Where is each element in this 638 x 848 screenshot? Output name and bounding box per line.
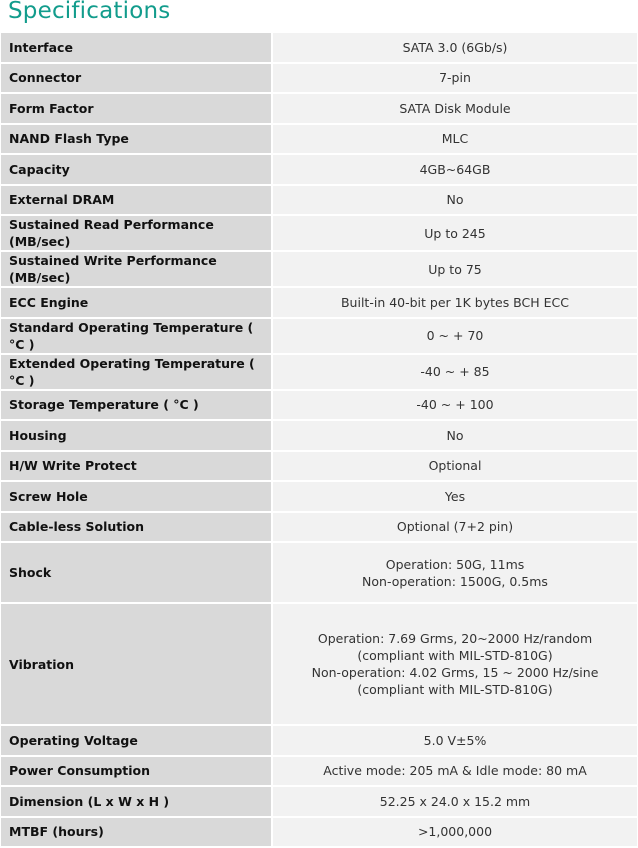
table-row (1, 252, 637, 286)
table-row (1, 513, 637, 542)
spec-value-line: >1,000,000 (417, 824, 493, 840)
table-row (1, 787, 637, 816)
spec-value (273, 818, 637, 847)
table-row (1, 543, 637, 602)
spec-label: Cable-less Solution (1, 513, 273, 542)
spec-value (273, 125, 637, 154)
spec-value-line: Built-in 40-bit per 1K bytes BCH ECC (340, 294, 569, 310)
table-row (1, 319, 637, 353)
table-row (1, 726, 637, 755)
table-row (1, 125, 637, 154)
spec-value (273, 288, 637, 317)
spec-value-line: No (446, 427, 464, 443)
spec-value-line: Operation: 7.69 Grms, 20~2000 Hz/random (317, 631, 593, 646)
table-row (1, 604, 637, 724)
spec-label: Form Factor (1, 94, 273, 123)
spec-label: MTBF (hours) (1, 818, 273, 847)
spec-label: Vibration (1, 604, 273, 724)
spec-label: Shock (1, 543, 273, 602)
table-row (1, 155, 637, 184)
spec-value (273, 94, 637, 123)
spec-value (273, 319, 637, 353)
spec-value-line: SATA 3.0 (6Gb/s) (402, 39, 508, 55)
spec-value-line: 4GB~64GB (419, 161, 491, 177)
spec-value (273, 155, 637, 184)
spec-label: Sustained Read Performance (MB/sec) (1, 216, 273, 250)
spec-value-line: SATA Disk Module (399, 100, 511, 116)
table-row (1, 216, 637, 250)
spec-value-line: Up to 75 (428, 261, 482, 277)
spec-value (273, 513, 637, 542)
spec-value-line: Non-operation: 1500G, 0.5ms (362, 573, 548, 589)
table-row (1, 33, 637, 62)
spec-label: Extended Operating Temperature ( °C ) (1, 355, 273, 389)
spec-value-line: Yes (444, 488, 466, 504)
table-row (1, 186, 637, 215)
spec-label: ECC Engine (1, 288, 273, 317)
table-row (1, 64, 637, 93)
spec-value-line: 5.0 V±5% (423, 732, 487, 748)
page-title: Specifications (8, 0, 171, 24)
table-row (1, 421, 637, 450)
spec-value-line: No (446, 192, 464, 208)
table-row (1, 452, 637, 481)
table-row (1, 482, 637, 511)
spec-value-line: Non-operation: 4.02 Grms, 15 ~ 2000 Hz/sine (311, 665, 599, 680)
spec-value (273, 452, 637, 481)
spec-value (273, 64, 637, 93)
spec-label: Dimension (L x W x H ) (1, 787, 273, 816)
spec-value (273, 543, 637, 602)
spec-label: Connector (1, 64, 273, 93)
spec-label: External DRAM (1, 186, 273, 215)
spec-table (1, 31, 637, 848)
spec-value (273, 216, 637, 250)
spec-value (273, 757, 637, 786)
spec-label: NAND Flash Type (1, 125, 273, 154)
table-row (1, 391, 637, 420)
spec-value-line: 52.25 x 24.0 x 15.2 mm (379, 793, 531, 809)
table-row (1, 757, 637, 786)
spec-value-line: Operation: 50G, 11ms (385, 556, 525, 572)
spec-value (273, 391, 637, 420)
spec-label: Operating Voltage (1, 726, 273, 755)
spec-label: Standard Operating Temperature ( °C ) (1, 319, 273, 353)
spec-value-line: 0 ~ + 70 (426, 328, 484, 343)
table-row (1, 288, 637, 317)
table-row (1, 818, 637, 847)
table-row (1, 355, 637, 389)
spec-value-line: Optional (428, 458, 482, 474)
spec-label: Housing (1, 421, 273, 450)
spec-label: Power Consumption (1, 757, 273, 786)
spec-value (273, 421, 637, 450)
spec-value (273, 355, 637, 389)
spec-value (273, 787, 637, 816)
spec-value-line: MLC (441, 131, 469, 147)
spec-value-line: -40 ~ + 85 (420, 364, 490, 379)
spec-label: Sustained Write Performance (MB/sec) (1, 252, 273, 286)
spec-value-line: -40 ~ + 100 (416, 397, 494, 413)
spec-value (273, 186, 637, 215)
spec-value-line: Up to 245 (424, 225, 486, 241)
spec-label: Interface (1, 33, 273, 62)
spec-value-line: Optional (7+2 pin) (396, 519, 514, 535)
spec-label: Screw Hole (1, 482, 273, 511)
table-row (1, 94, 637, 123)
spec-value-line: (compliant with MIL-STD-810G) (357, 648, 553, 663)
spec-label: Capacity (1, 155, 273, 184)
spec-value (273, 252, 637, 286)
spec-label: Storage Temperature ( °C ) (1, 391, 273, 420)
spec-value-line: Active mode: 205 mA & Idle mode: 80 mA (323, 763, 587, 779)
spec-value (273, 482, 637, 511)
spec-value (273, 33, 637, 62)
spec-label: H/W Write Protect (1, 452, 273, 481)
spec-value (273, 604, 637, 724)
spec-value-line: (compliant with MIL-STD-810G) (357, 682, 553, 697)
spec-value-line: 7-pin (439, 70, 471, 86)
spec-value (273, 726, 637, 755)
